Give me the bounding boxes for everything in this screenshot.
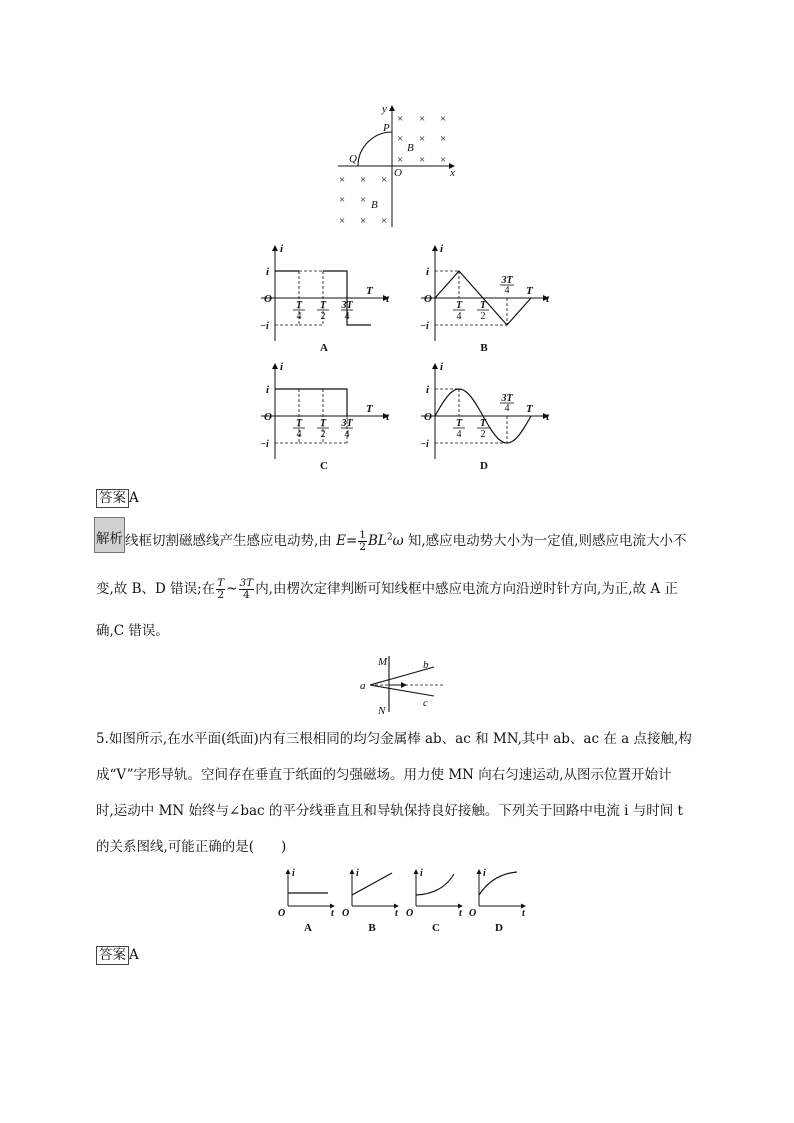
tick-numerator: 3T [501,393,513,404]
q5-text: 的关系图线,可能正确的是( ) [96,839,287,855]
tick-denominator: 4 [344,311,350,322]
origin-label: O [424,411,432,423]
option-graph-b [342,868,399,934]
analysis-text: 变,故 B、D 错误;在 [96,581,216,597]
i-value-label: i [426,266,430,278]
formula-omega: ω [392,533,404,549]
option-letter: A [320,342,328,354]
option-graph-d [469,868,526,934]
q5-text: 时,运动中 MN 始终与∠bac 的平分线垂直且和导轨保持良好接触。下列关于回路中电流 i 与时间 t [96,803,683,819]
current-trace [275,389,347,416]
i-value-label: i [266,266,270,278]
period-label: T [366,285,373,297]
tick-denominator: 2 [320,429,326,440]
i-axis-label: i [440,243,444,255]
tick-denominator: 2 [320,311,326,322]
i-axis-label: i [440,361,444,373]
t-axis-label: t [386,411,390,423]
tick-denominator: 4 [296,429,302,440]
option-graph-c [406,868,463,934]
t-axis-label: t [459,908,462,919]
i-axis-label: i [280,243,284,255]
option-letter: D [480,460,488,472]
origin-label: O [424,293,432,305]
tick-fraction [293,418,305,440]
tick-numerator: T [319,300,327,311]
answer-tag: 答案 [96,489,129,508]
cross-mark: × [381,215,388,227]
tick-numerator: T [455,300,463,311]
tick-fraction [477,418,489,440]
cross-mark: × [397,113,404,125]
tick-fraction-upper [500,393,514,414]
cross-mark: × [360,174,367,186]
origin-label: O [394,167,402,179]
t-axis-label: t [386,293,390,305]
cross-mark: × [381,174,388,186]
analysis-line-3 [96,621,696,641]
tick-numerator: T [479,418,487,429]
tick-fraction-upper [500,275,514,296]
cross-mark: × [397,154,404,166]
answer-value: A [129,947,139,963]
i-value-label: i [426,384,430,396]
m-label: M [378,656,388,668]
option-letter: C [320,460,328,472]
formula-e: E [336,533,346,549]
formula-sup: 2 [386,532,393,543]
analysis-tag: 解析 [94,517,125,553]
cross-mark: × [440,154,447,166]
tick-denominator: 4 [504,285,510,296]
n-label: N [378,705,386,717]
cross-mark: × [440,113,447,125]
tick-fraction [453,418,465,440]
origin-label: O [342,908,350,919]
tick-fraction [317,300,329,322]
tick-fraction [340,300,353,322]
c-label: c [423,697,428,709]
q5-line-4 [96,837,696,857]
rail-ac [370,685,434,696]
p-label: P [383,122,390,134]
option-graph-d [420,361,550,472]
q5-text: 成“V”字形导轨。空间存在垂直于纸面的匀强磁场。用力使 MN 向右匀速运动,从图示位置开始计 [96,767,672,783]
option-graph-b [420,243,550,354]
i-axis-label: i [356,868,359,879]
tick-numerator: T [455,418,463,429]
t-axis-label: t [522,908,525,919]
field-figure [330,100,465,230]
cross-mark: × [360,194,367,206]
tick-fraction [293,300,305,322]
neg-i-value-label: −i [260,321,269,332]
tick-denominator: 4 [456,429,462,440]
tick-fraction [340,418,353,440]
i-axis-label: i [280,361,284,373]
analysis-text: 确,C 错误。 [96,623,169,639]
tick-numerator: 3T [501,275,513,286]
t-axis-label: t [546,411,550,423]
cross-mark: × [360,215,367,227]
i-axis-label: i [420,868,423,879]
b-label: b [423,659,429,671]
fraction-3t-quarter: $\frac{3T}{4}$ [239,577,254,601]
cross-mark: × [339,194,346,206]
i-axis-label: i [292,868,295,879]
t-axis-label: t [331,908,334,919]
formula-eq: = [345,533,358,549]
tick-numerator: T [479,300,487,311]
option-letter: B [368,922,376,934]
option-letter: A [304,922,312,934]
cross-mark: × [419,133,426,145]
q5-options-figure [272,866,532,938]
y-label: y [382,103,387,115]
option-letter: D [495,922,503,934]
tick-numerator: 3T [341,418,353,429]
origin-label: O [264,293,272,305]
analysis-text: 线框切割磁感线产生感应电动势,由 [125,533,332,549]
answer-tag: 答案 [96,946,129,965]
x-label: x [450,167,455,179]
neg-i-value-label: −i [260,439,269,450]
t-axis-label: t [395,908,398,919]
tick-fraction [317,418,329,440]
q5-text: 5.如图所示,在水平面(纸面)内有三根相同的均匀金属棒 ab、ac 和 MN,其中 ab、ac 在 a 点接触,构 [96,731,692,747]
answer-5 [96,945,696,965]
tick-denominator: 2 [480,311,486,322]
period-label: T [366,403,373,415]
analysis-line-1 [94,517,694,553]
tick-numerator: T [319,418,327,429]
rails-figure [356,652,448,716]
t-axis-label: t [546,293,550,305]
tilde: ~ [226,581,238,597]
b-upper-label: B [407,142,414,154]
a-label: a [360,680,366,692]
q-label: Q [349,153,357,165]
origin-label: O [278,908,286,919]
answer-value: A [129,490,139,506]
option-graph-a [260,243,390,354]
i-axis-label: i [483,868,486,879]
tick-denominator: 4 [296,311,302,322]
origin-label: O [469,908,477,919]
analysis-line-2 [96,578,696,601]
tick-denominator: 4 [456,311,462,322]
cross-mark: × [397,133,404,145]
field-crosses [339,113,446,227]
neg-i-value-label: −i [420,439,429,450]
option-graph-a [278,868,335,934]
answer-4 [96,488,696,508]
option-letter: B [480,342,488,354]
origin-label: O [264,411,272,423]
tick-numerator: 3T [341,300,353,311]
q5-line-3 [96,801,696,821]
cross-mark: × [419,113,426,125]
b-lower-label: B [371,199,378,211]
q4-options-figure [255,240,550,485]
cross-mark: × [339,174,346,186]
i-value-label: i [266,384,270,396]
option-letter: C [432,922,440,934]
formula-bl: BL [367,533,387,549]
analysis-text: 内,由楞次定律判断可知线框中感应电流方向沿逆时针方向,为正,故 A 正 [255,581,678,597]
period-label: T [526,285,533,297]
q5-line-1 [96,729,696,749]
tick-numerator: T [295,418,303,429]
option-graph-c [260,361,390,472]
neg-i-value-label: −i [420,321,429,332]
cross-mark: × [419,154,426,166]
period-label: T [526,403,533,415]
tick-denominator: 4 [504,403,510,414]
quarter-circle-frame [358,132,392,166]
tick-denominator: 4 [344,429,350,440]
cross-mark: × [339,215,346,227]
analysis-text: 知,感应电动势大小为一定值,则感应电流大小不 [407,533,687,549]
origin-label: O [406,908,414,919]
fraction-t-half: $\frac{T}{2}$ [217,577,225,601]
q5-line-2 [96,765,696,785]
tick-numerator: T [295,300,303,311]
cross-mark: × [440,133,447,145]
tick-denominator: 2 [480,429,486,440]
formula-half: $\frac{1}{2}$ [359,529,366,553]
tick-fraction [453,300,465,322]
